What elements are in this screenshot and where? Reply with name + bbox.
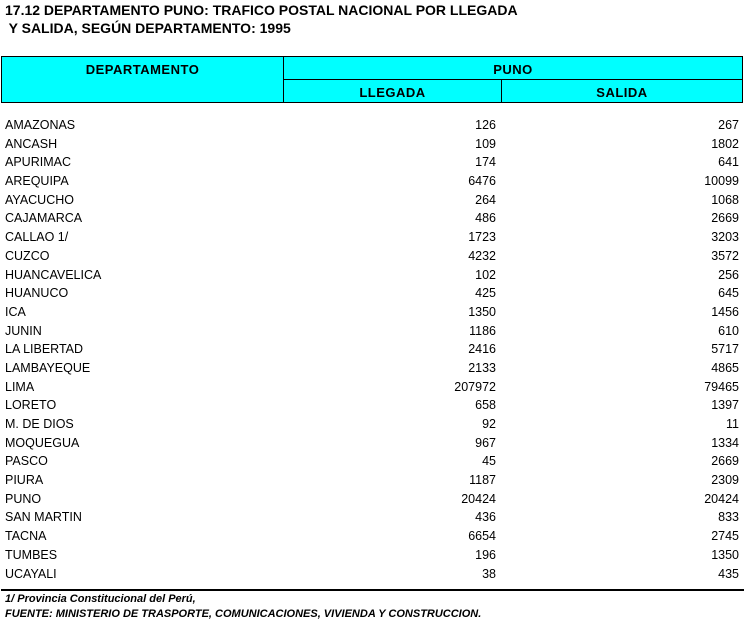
row-salida: 1334 bbox=[711, 435, 739, 450]
row-salida: 4865 bbox=[711, 360, 739, 375]
table-row bbox=[0, 116, 745, 135]
row-llegada: 658 bbox=[475, 398, 496, 413]
table-row bbox=[0, 153, 745, 172]
row-departamento: SAN MARTIN bbox=[5, 510, 82, 525]
table-row bbox=[0, 303, 745, 322]
row-llegada: 264 bbox=[475, 192, 496, 207]
row-salida: 5717 bbox=[711, 342, 739, 357]
row-llegada: 1723 bbox=[468, 230, 496, 245]
row-llegada: 45 bbox=[482, 454, 496, 469]
header-puno: PUNO bbox=[284, 57, 742, 80]
footnote: 1/ Provincia Constitucional del Perú, bbox=[5, 593, 196, 605]
row-llegada: 207972 bbox=[454, 379, 496, 394]
row-llegada: 126 bbox=[475, 118, 496, 132]
row-departamento: M. DE DIOS bbox=[5, 417, 74, 431]
row-llegada: 92 bbox=[482, 417, 496, 431]
table-header bbox=[1, 56, 743, 103]
table-row bbox=[0, 191, 745, 210]
table-row bbox=[0, 396, 745, 415]
header-llegada: LLEGADA bbox=[284, 80, 502, 102]
source-note: FUENTE: MINISTERIO DE TRASPORTE, COMUNICACIONES, VIVIENDA Y CONSTRUCCION. bbox=[5, 608, 482, 620]
row-salida: 1456 bbox=[711, 304, 739, 319]
row-salida: 1350 bbox=[711, 547, 739, 562]
title-line-1: 17.12 DEPARTAMENTO PUNO: TRAFICO POSTAL NACIONAL POR LLEGADA bbox=[5, 2, 518, 18]
table-row bbox=[0, 228, 745, 247]
row-salida: 11 bbox=[726, 417, 739, 431]
row-departamento: APURIMAC bbox=[5, 155, 71, 170]
row-llegada: 109 bbox=[475, 136, 496, 151]
row-departamento: AMAZONAS bbox=[5, 118, 76, 132]
row-salida: 267 bbox=[718, 118, 739, 132]
row-salida: 1068 bbox=[711, 192, 739, 207]
row-salida: 1802 bbox=[711, 136, 739, 151]
row-departamento: TACNA bbox=[5, 529, 47, 544]
row-llegada: 967 bbox=[475, 435, 496, 450]
row-llegada: 2133 bbox=[468, 360, 496, 375]
row-departamento: CAJAMARCA bbox=[5, 211, 83, 226]
row-salida: 2745 bbox=[711, 529, 739, 544]
row-llegada: 6654 bbox=[468, 529, 496, 544]
table-row bbox=[0, 490, 745, 509]
bottom-rule bbox=[1, 589, 744, 591]
row-llegada: 1187 bbox=[469, 473, 496, 488]
row-salida: 3572 bbox=[711, 248, 739, 263]
row-departamento: PUNO bbox=[5, 491, 42, 506]
row-departamento: JUNIN bbox=[5, 323, 42, 338]
row-departamento: UCAYALI bbox=[5, 566, 57, 581]
row-departamento: AREQUIPA bbox=[5, 174, 69, 189]
row-llegada: 38 bbox=[482, 566, 496, 581]
row-llegada: 4232 bbox=[468, 248, 496, 263]
title-line-2: Y SALIDA, SEGÚN DEPARTAMENTO: 1995 bbox=[5, 20, 291, 36]
table-title bbox=[5, 1, 740, 37]
table-row bbox=[0, 565, 745, 584]
table-row bbox=[0, 266, 745, 285]
row-salida: 610 bbox=[718, 323, 739, 338]
row-llegada: 6476 bbox=[468, 174, 496, 189]
row-departamento: CALLAO 1/ bbox=[5, 230, 69, 245]
table-row bbox=[0, 284, 745, 303]
row-salida: 20424 bbox=[704, 491, 739, 506]
table-row bbox=[0, 135, 745, 154]
row-departamento: ICA bbox=[5, 304, 26, 319]
row-salida: 435 bbox=[718, 566, 739, 581]
row-departamento: AYACUCHO bbox=[5, 192, 74, 207]
row-llegada: 436 bbox=[475, 510, 496, 525]
table-body bbox=[0, 116, 745, 583]
row-departamento: LAMBAYEQUE bbox=[5, 360, 91, 375]
row-salida: 3203 bbox=[711, 230, 739, 245]
row-llegada: 20424 bbox=[461, 491, 496, 506]
row-departamento: TUMBES bbox=[5, 547, 58, 562]
table-row bbox=[0, 415, 745, 434]
table-row bbox=[0, 527, 745, 546]
header-departamento: DEPARTAMENTO bbox=[2, 57, 284, 102]
table-row bbox=[0, 452, 745, 471]
row-departamento: LORETO bbox=[5, 398, 57, 413]
row-departamento: LIMA bbox=[5, 379, 35, 394]
table-row bbox=[0, 434, 745, 453]
row-salida: 641 bbox=[718, 155, 739, 170]
row-departamento: MOQUEGUA bbox=[5, 435, 80, 450]
row-salida: 833 bbox=[718, 510, 739, 525]
row-salida: 2309 bbox=[711, 473, 739, 488]
table-row bbox=[0, 378, 745, 397]
table-notes bbox=[5, 592, 481, 622]
row-llegada: 2416 bbox=[468, 342, 496, 357]
row-llegada: 102 bbox=[475, 267, 496, 282]
row-departamento: PIURA bbox=[5, 473, 44, 488]
row-salida: 2669 bbox=[711, 211, 739, 226]
row-salida: 10099 bbox=[704, 174, 739, 189]
row-llegada: 1186 bbox=[469, 323, 496, 338]
table-row bbox=[0, 247, 745, 266]
header-salida: SALIDA bbox=[596, 85, 648, 100]
table-row bbox=[0, 172, 745, 191]
row-salida: 2669 bbox=[711, 454, 739, 469]
table-row bbox=[0, 471, 745, 490]
row-salida: 256 bbox=[718, 267, 739, 282]
table-row bbox=[0, 209, 745, 228]
row-departamento: HUANUCO bbox=[5, 286, 69, 301]
row-departamento: CUZCO bbox=[5, 248, 50, 263]
table-row bbox=[0, 546, 745, 565]
row-departamento: ANCASH bbox=[5, 136, 58, 151]
row-salida: 1397 bbox=[711, 398, 739, 413]
table-row bbox=[0, 508, 745, 527]
row-departamento: LA LIBERTAD bbox=[5, 342, 84, 357]
row-llegada: 425 bbox=[475, 286, 496, 301]
row-salida: 645 bbox=[718, 286, 739, 301]
row-llegada: 196 bbox=[475, 547, 496, 562]
table-row bbox=[0, 340, 745, 359]
row-llegada: 486 bbox=[475, 211, 496, 226]
table-row bbox=[0, 359, 745, 378]
row-departamento: PASCO bbox=[5, 454, 48, 469]
row-salida: 79465 bbox=[704, 379, 739, 394]
row-llegada: 174 bbox=[475, 155, 496, 170]
table-row bbox=[0, 322, 745, 341]
row-llegada: 1350 bbox=[468, 304, 496, 319]
row-departamento: HUANCAVELICA bbox=[5, 267, 102, 282]
